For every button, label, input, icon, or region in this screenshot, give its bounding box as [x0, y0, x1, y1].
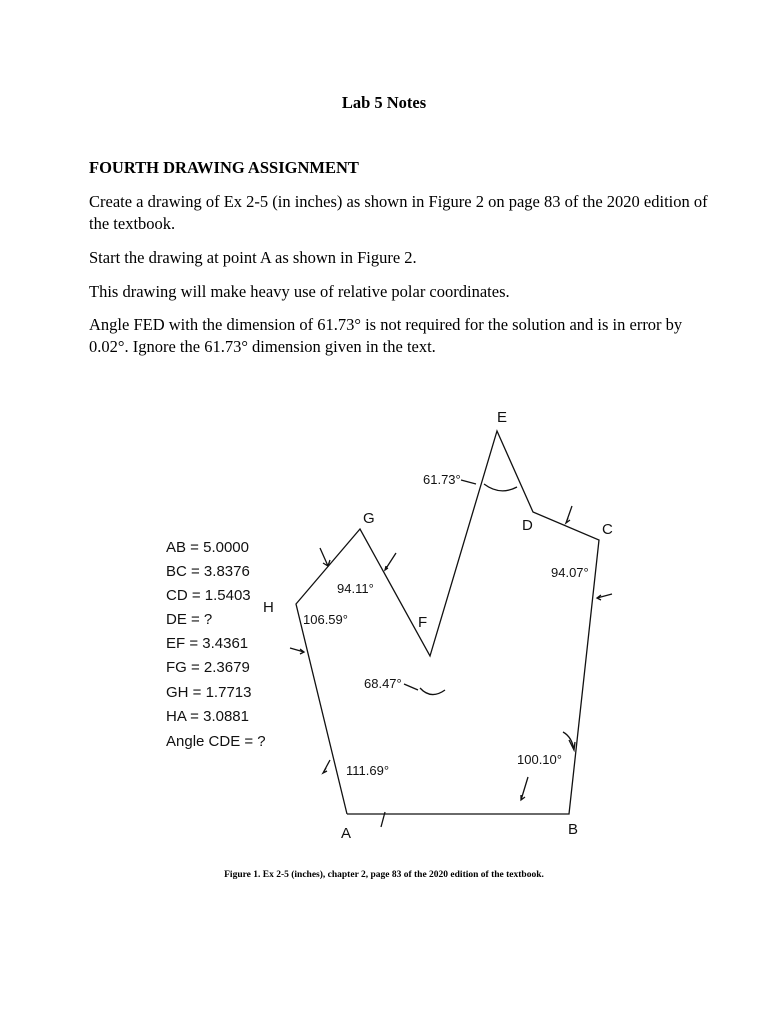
- paragraph-angle-note: Angle FED with the dimension of 61.73° is not required for the solution and is in error by 0.02°. Ignore the 61.73° dimension given in the text.: [89, 315, 683, 356]
- arrow-mark-a: [323, 760, 330, 773]
- point-label-e: E: [497, 409, 508, 426]
- angle-label-c: 94.07°: [551, 565, 589, 580]
- angle-arc-f: [420, 688, 445, 695]
- arrow-mark-c: [597, 594, 612, 600]
- page-title: Lab 5 Notes: [341, 93, 427, 112]
- legend-ha: HA = 3.0881: [166, 708, 249, 725]
- arrow-mark-ha: [290, 648, 304, 654]
- point-label-g: G: [363, 510, 375, 527]
- legend-ef: EF = 3.4361: [166, 635, 249, 652]
- point-label-d: D: [522, 517, 533, 534]
- section-heading: FOURTH DRAWING ASSIGNMENT: [89, 158, 359, 177]
- figure-caption: Figure 1. Ex 2-5 (inches), chapter 2, page 83 of the 2020 edition of the textbook.: [224, 870, 544, 880]
- arrow-mark-g: [385, 553, 396, 570]
- arrow-mark-b2: [563, 732, 575, 750]
- legend-de: DE = ?: [166, 611, 213, 628]
- angle-label-b: 100.10°: [517, 752, 562, 767]
- angle-arc-e: [484, 484, 517, 491]
- legend-angle-cde: Angle CDE = ?: [166, 733, 266, 750]
- point-label-b: B: [568, 821, 579, 838]
- angle-label-h: 106.59°: [303, 612, 348, 627]
- legend-cd: CD = 1.5403: [166, 587, 251, 604]
- arrow-mark-h: [320, 548, 330, 566]
- paragraph-polar-coordinates: This drawing will make heavy use of relative polar coordinates.: [89, 282, 510, 301]
- leader-e: [461, 480, 476, 484]
- angle-label-f: 68.47°: [364, 676, 402, 691]
- point-label-h: H: [263, 599, 274, 616]
- arrow-mark-d: [566, 506, 572, 523]
- leader-f: [404, 684, 418, 690]
- paragraph-instructions: Create a drawing of Ex 2-5 (in inches) as shown in Figure 2 on page 83 of the 2020 edition of the textbook.: [89, 192, 708, 233]
- paragraph-start-point: Start the drawing at point A as shown in Figure 2.: [89, 248, 417, 267]
- legend-bc: BC = 3.8376: [166, 563, 250, 580]
- legend-gh: GH = 1.7713: [166, 684, 252, 701]
- point-label-f: F: [418, 614, 428, 631]
- arrow-mark-b1: [521, 777, 528, 800]
- angle-label-e: 61.73°: [423, 472, 461, 487]
- angle-label-g: 94.11°: [337, 581, 374, 596]
- angle-label-a: 111.69°: [346, 763, 390, 778]
- legend-fg: FG = 2.3679: [166, 659, 250, 676]
- point-label-a: A: [341, 825, 352, 842]
- legend-ab: AB = 5.0000: [166, 539, 249, 556]
- point-label-c: C: [602, 521, 613, 538]
